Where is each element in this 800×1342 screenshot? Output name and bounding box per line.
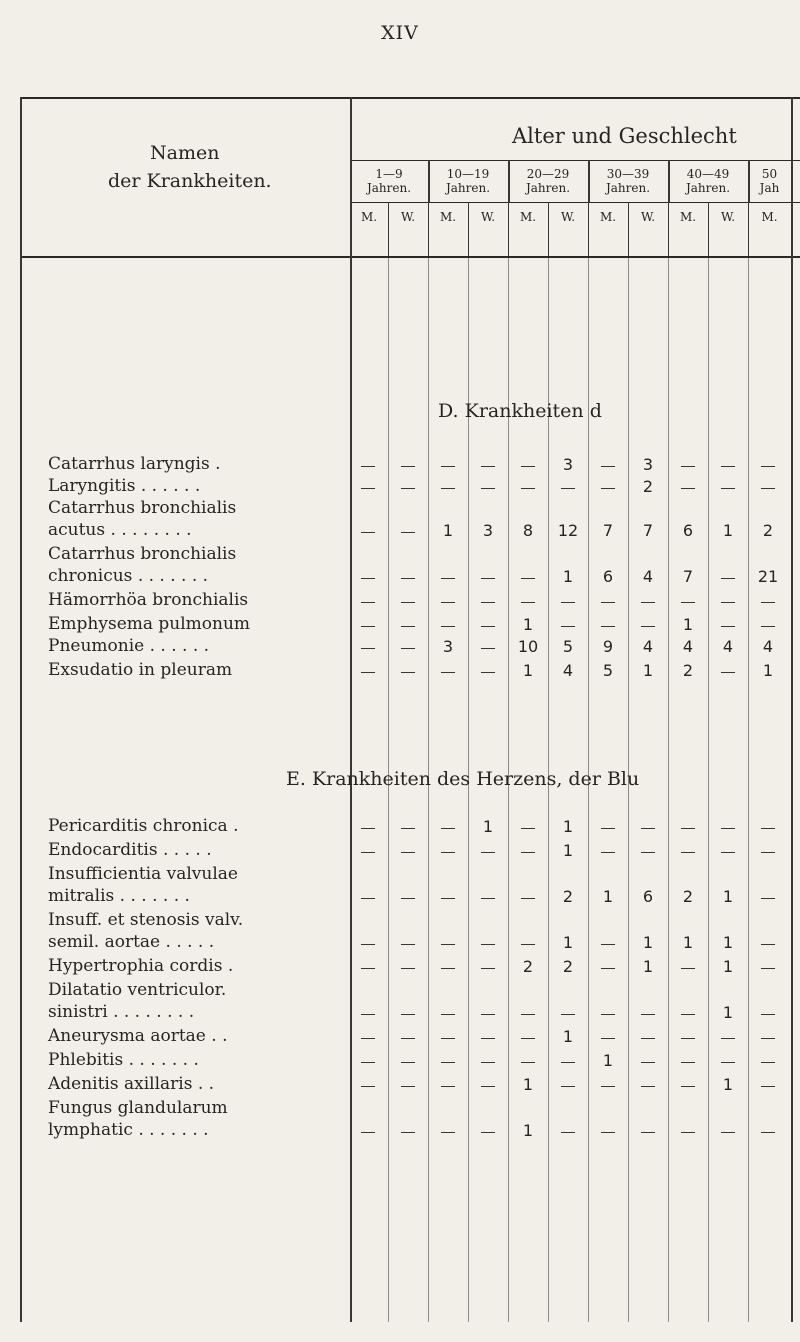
count-cell: 1 — [562, 567, 574, 586]
count-cell: 1 — [642, 933, 654, 952]
empty-cell-dash — [681, 1086, 695, 1087]
empty-cell-dash — [361, 672, 375, 673]
count-cell: 12 — [557, 521, 579, 540]
age-group-divider — [668, 160, 670, 202]
names-column-border — [350, 97, 352, 1322]
empty-cell-dash — [681, 1132, 695, 1133]
empty-cell-dash — [681, 1014, 695, 1015]
empty-cell-dash — [401, 944, 415, 945]
empty-cell-dash — [601, 488, 615, 489]
empty-cell-dash — [761, 1132, 775, 1133]
sex-label: W. — [560, 210, 576, 224]
empty-cell-dash — [361, 1038, 375, 1039]
row-label: acutus . . . . . . . . — [48, 520, 192, 540]
count-cell: 8 — [522, 521, 534, 540]
empty-cell-dash — [361, 466, 375, 467]
empty-cell-dash — [401, 466, 415, 467]
column-rule — [388, 258, 389, 1322]
count-cell: 6 — [682, 521, 694, 540]
count-cell: 1 — [602, 887, 614, 906]
empty-cell-dash — [441, 944, 455, 945]
sex-label: M. — [761, 210, 778, 224]
column-rule — [508, 202, 509, 256]
age-group-label: 50 Jah — [759, 167, 780, 195]
sex-label: W. — [400, 210, 416, 224]
empty-cell-dash — [361, 626, 375, 627]
count-cell: 4 — [722, 637, 734, 656]
age-group-divider — [588, 160, 590, 202]
empty-cell-dash — [521, 828, 535, 829]
column-rule — [708, 258, 709, 1322]
empty-cell-dash — [681, 1062, 695, 1063]
sex-label: W. — [640, 210, 656, 224]
empty-cell-dash — [401, 1086, 415, 1087]
row-label: Hypertrophia cordis . — [48, 956, 234, 976]
column-rule — [588, 202, 589, 256]
empty-cell-dash — [361, 944, 375, 945]
count-cell: 1 — [722, 1075, 734, 1094]
empty-cell-dash — [601, 1014, 615, 1015]
count-cell: 21 — [757, 567, 779, 586]
empty-cell-dash — [761, 852, 775, 853]
empty-cell-dash — [361, 1062, 375, 1063]
empty-cell-dash — [481, 968, 495, 969]
age-group-rule — [350, 160, 800, 161]
empty-cell-dash — [721, 1132, 735, 1133]
empty-cell-dash — [761, 898, 775, 899]
empty-cell-dash — [401, 626, 415, 627]
count-cell: 10 — [517, 637, 539, 656]
empty-cell-dash — [481, 898, 495, 899]
empty-cell-dash — [601, 968, 615, 969]
empty-cell-dash — [761, 602, 775, 603]
empty-cell-dash — [401, 898, 415, 899]
sex-label: W. — [480, 210, 496, 224]
empty-cell-dash — [601, 944, 615, 945]
row-label: Hämorrhöa bronchialis — [48, 590, 249, 610]
age-group-label: 10—19 Jahren. — [445, 167, 491, 195]
count-cell: 2 — [682, 661, 694, 680]
empty-cell-dash — [401, 672, 415, 673]
empty-cell-dash — [601, 602, 615, 603]
empty-cell-dash — [641, 1086, 655, 1087]
count-cell: 7 — [682, 567, 694, 586]
empty-cell-dash — [361, 602, 375, 603]
age-group-label: 30—39 Jahren. — [605, 167, 651, 195]
sex-label: M. — [679, 210, 697, 224]
empty-cell-dash — [401, 1132, 415, 1133]
empty-cell-dash — [361, 1086, 375, 1087]
empty-cell-dash — [401, 828, 415, 829]
empty-cell-dash — [441, 898, 455, 899]
empty-cell-dash — [481, 1132, 495, 1133]
count-cell: 1 — [682, 933, 694, 952]
age-sex-header: Alter und Geschlecht — [512, 124, 737, 148]
count-cell: 3 — [562, 455, 574, 474]
row-label: Insuff. et stenosis valv. — [48, 910, 244, 930]
empty-cell-dash — [721, 1038, 735, 1039]
empty-cell-dash — [721, 1062, 735, 1063]
empty-cell-dash — [521, 578, 535, 579]
count-cell: 4 — [762, 637, 774, 656]
empty-cell-dash — [441, 1038, 455, 1039]
count-cell: 4 — [682, 637, 694, 656]
empty-cell-dash — [721, 672, 735, 673]
empty-cell-dash — [561, 1062, 575, 1063]
count-cell: 4 — [562, 661, 574, 680]
empty-cell-dash — [561, 1086, 575, 1087]
row-label: Catarrhus bronchialis — [48, 544, 237, 564]
count-cell: 1 — [682, 615, 694, 634]
count-cell: 6 — [602, 567, 614, 586]
section-title: E. Krankheiten des Herzens, der Blu — [286, 768, 640, 790]
empty-cell-dash — [401, 1038, 415, 1039]
empty-cell-dash — [761, 828, 775, 829]
count-cell: 1 — [602, 1051, 614, 1070]
count-cell: 1 — [722, 1003, 734, 1022]
empty-cell-dash — [761, 944, 775, 945]
empty-cell-dash — [681, 968, 695, 969]
empty-cell-dash — [401, 648, 415, 649]
empty-cell-dash — [641, 1132, 655, 1133]
empty-cell-dash — [361, 852, 375, 853]
empty-cell-dash — [721, 852, 735, 853]
empty-cell-dash — [761, 968, 775, 969]
count-cell: 3 — [642, 455, 654, 474]
empty-cell-dash — [441, 1062, 455, 1063]
empty-cell-dash — [521, 1038, 535, 1039]
empty-cell-dash — [361, 1132, 375, 1133]
row-label: Adenitis axillaris . . — [48, 1074, 215, 1094]
empty-cell-dash — [481, 466, 495, 467]
empty-cell-dash — [761, 488, 775, 489]
count-cell: 4 — [642, 637, 654, 656]
column-rule — [548, 202, 549, 256]
count-cell: 1 — [722, 933, 734, 952]
row-label: sinistri . . . . . . . . — [48, 1002, 195, 1022]
empty-cell-dash — [561, 488, 575, 489]
empty-cell-dash — [521, 466, 535, 467]
left-border — [20, 97, 22, 1322]
empty-cell-dash — [481, 648, 495, 649]
empty-cell-dash — [441, 602, 455, 603]
count-cell: 1 — [562, 841, 574, 860]
empty-cell-dash — [441, 578, 455, 579]
sex-label: M. — [360, 210, 378, 224]
count-cell: 1 — [522, 615, 534, 634]
empty-cell-dash — [721, 578, 735, 579]
row-label: lymphatic . . . . . . . — [48, 1120, 209, 1140]
empty-cell-dash — [361, 1014, 375, 1015]
row-label: Pneumonie . . . . . . — [48, 636, 210, 656]
empty-cell-dash — [361, 648, 375, 649]
age-group-label: 1—9 Jahren. — [366, 167, 412, 195]
count-cell: 1 — [562, 933, 574, 952]
count-cell: 2 — [682, 887, 694, 906]
row-label: Exsudatio in pleuram — [48, 660, 233, 680]
count-cell: 2 — [562, 957, 574, 976]
right-border — [791, 97, 793, 1322]
row-label: chronicus . . . . . . . — [48, 566, 209, 586]
row-label: Endocarditis . . . . . — [48, 840, 212, 860]
empty-cell-dash — [681, 852, 695, 853]
row-label: Pericarditis chronica . — [48, 816, 239, 836]
empty-cell-dash — [721, 626, 735, 627]
empty-cell-dash — [481, 626, 495, 627]
empty-cell-dash — [361, 828, 375, 829]
column-rule — [428, 258, 429, 1322]
empty-cell-dash — [521, 944, 535, 945]
empty-cell-dash — [441, 626, 455, 627]
age-group-divider — [508, 160, 510, 202]
empty-cell-dash — [641, 1062, 655, 1063]
count-cell: 4 — [642, 567, 654, 586]
count-cell: 1 — [562, 817, 574, 836]
sex-label: W. — [720, 210, 736, 224]
age-group-divider — [748, 160, 750, 202]
empty-cell-dash — [481, 1062, 495, 1063]
empty-cell-dash — [481, 602, 495, 603]
count-cell: 2 — [762, 521, 774, 540]
empty-cell-dash — [441, 1014, 455, 1015]
empty-cell-dash — [561, 1132, 575, 1133]
empty-cell-dash — [521, 1062, 535, 1063]
empty-cell-dash — [641, 626, 655, 627]
empty-cell-dash — [441, 466, 455, 467]
empty-cell-dash — [761, 1086, 775, 1087]
count-cell: 9 — [602, 637, 614, 656]
empty-cell-dash — [761, 1014, 775, 1015]
count-cell: 1 — [642, 661, 654, 680]
empty-cell-dash — [441, 672, 455, 673]
count-cell: 1 — [482, 817, 494, 836]
empty-cell-dash — [361, 488, 375, 489]
row-label: Insufficientia valvulae — [48, 864, 238, 884]
empty-cell-dash — [641, 1014, 655, 1015]
column-rule — [628, 202, 629, 256]
column-rule — [628, 258, 629, 1322]
empty-cell-dash — [561, 602, 575, 603]
empty-cell-dash — [521, 852, 535, 853]
column-rule — [748, 202, 749, 256]
empty-cell-dash — [601, 466, 615, 467]
count-cell: 1 — [562, 1027, 574, 1046]
row-label: Phlebitis . . . . . . . — [48, 1050, 199, 1070]
empty-cell-dash — [561, 626, 575, 627]
names-header: Namen — [150, 142, 220, 164]
empty-cell-dash — [641, 1038, 655, 1039]
empty-cell-dash — [441, 852, 455, 853]
empty-cell-dash — [641, 828, 655, 829]
empty-cell-dash — [401, 532, 415, 533]
count-cell: 3 — [482, 521, 494, 540]
empty-cell-dash — [721, 602, 735, 603]
empty-cell-dash — [401, 578, 415, 579]
empty-cell-dash — [481, 488, 495, 489]
empty-cell-dash — [681, 1038, 695, 1039]
header-rule — [20, 256, 800, 258]
count-cell: 1 — [522, 661, 534, 680]
row-label: Dilatatio ventriculor. — [48, 980, 227, 1000]
count-cell: 7 — [642, 521, 654, 540]
count-cell: 1 — [722, 521, 734, 540]
empty-cell-dash — [481, 1038, 495, 1039]
empty-cell-dash — [561, 1014, 575, 1015]
empty-cell-dash — [601, 828, 615, 829]
empty-cell-dash — [721, 488, 735, 489]
row-label: Aneurysma aortae . . — [48, 1026, 228, 1046]
empty-cell-dash — [481, 1014, 495, 1015]
row-label: Emphysema pulmonum — [48, 614, 251, 634]
empty-cell-dash — [601, 626, 615, 627]
empty-cell-dash — [521, 898, 535, 899]
empty-cell-dash — [681, 488, 695, 489]
empty-cell-dash — [361, 968, 375, 969]
sex-label: M. — [519, 210, 537, 224]
empty-cell-dash — [761, 1062, 775, 1063]
top-rule — [20, 97, 800, 99]
empty-cell-dash — [401, 1014, 415, 1015]
empty-cell-dash — [601, 1038, 615, 1039]
row-label: Laryngitis . . . . . . — [48, 476, 201, 496]
count-cell: 1 — [722, 887, 734, 906]
empty-cell-dash — [601, 852, 615, 853]
empty-cell-dash — [681, 602, 695, 603]
empty-cell-dash — [641, 602, 655, 603]
column-rule — [468, 202, 469, 256]
empty-cell-dash — [521, 488, 535, 489]
section-title: D. Krankheiten d — [438, 400, 602, 422]
count-cell: 1 — [442, 521, 454, 540]
count-cell: 5 — [562, 637, 574, 656]
age-group-label: 40—49 Jahren. — [685, 167, 731, 195]
count-cell: 1 — [762, 661, 774, 680]
empty-cell-dash — [681, 466, 695, 467]
empty-cell-dash — [681, 828, 695, 829]
empty-cell-dash — [441, 1132, 455, 1133]
column-rule — [708, 202, 709, 256]
empty-cell-dash — [441, 968, 455, 969]
sex-label: M. — [439, 210, 457, 224]
column-rule — [428, 202, 429, 256]
empty-cell-dash — [481, 578, 495, 579]
empty-cell-dash — [401, 1062, 415, 1063]
sex-label: M. — [599, 210, 617, 224]
count-cell: 6 — [642, 887, 654, 906]
empty-cell-dash — [441, 488, 455, 489]
count-cell: 5 — [602, 661, 614, 680]
row-label: semil. aortae . . . . . — [48, 932, 215, 952]
empty-cell-dash — [601, 1132, 615, 1133]
empty-cell-dash — [401, 968, 415, 969]
count-cell: 2 — [642, 477, 654, 496]
empty-cell-dash — [401, 488, 415, 489]
count-cell: 1 — [522, 1075, 534, 1094]
empty-cell-dash — [441, 1086, 455, 1087]
column-rule — [748, 258, 749, 1322]
age-group-label: 20—29 Jahren. — [525, 167, 571, 195]
empty-cell-dash — [761, 1038, 775, 1039]
row-label: Catarrhus laryngis . — [48, 454, 221, 474]
empty-cell-dash — [401, 602, 415, 603]
age-group-divider — [428, 160, 430, 202]
empty-cell-dash — [641, 852, 655, 853]
count-cell: 2 — [562, 887, 574, 906]
empty-cell-dash — [761, 466, 775, 467]
empty-cell-dash — [361, 898, 375, 899]
count-cell: 1 — [722, 957, 734, 976]
row-label: Catarrhus bronchialis — [48, 498, 237, 518]
empty-cell-dash — [601, 1086, 615, 1087]
empty-cell-dash — [401, 852, 415, 853]
count-cell: 1 — [522, 1121, 534, 1140]
empty-cell-dash — [521, 602, 535, 603]
count-cell: 1 — [642, 957, 654, 976]
empty-cell-dash — [761, 626, 775, 627]
sex-rule — [350, 202, 800, 203]
column-rule — [388, 202, 389, 256]
row-label: Fungus glandularum — [48, 1098, 228, 1118]
empty-cell-dash — [721, 828, 735, 829]
column-rule — [668, 258, 669, 1322]
empty-cell-dash — [481, 852, 495, 853]
count-cell: 7 — [602, 521, 614, 540]
diseases-header: der Krankheiten. — [108, 170, 272, 192]
empty-cell-dash — [481, 672, 495, 673]
empty-cell-dash — [721, 466, 735, 467]
empty-cell-dash — [361, 578, 375, 579]
row-label: mitralis . . . . . . . — [48, 886, 190, 906]
empty-cell-dash — [481, 1086, 495, 1087]
empty-cell-dash — [441, 828, 455, 829]
page-number: XIV — [381, 22, 419, 44]
empty-cell-dash — [361, 532, 375, 533]
empty-cell-dash — [481, 944, 495, 945]
count-cell: 2 — [522, 957, 534, 976]
empty-cell-dash — [521, 1014, 535, 1015]
count-cell: 3 — [442, 637, 454, 656]
column-rule — [668, 202, 669, 256]
